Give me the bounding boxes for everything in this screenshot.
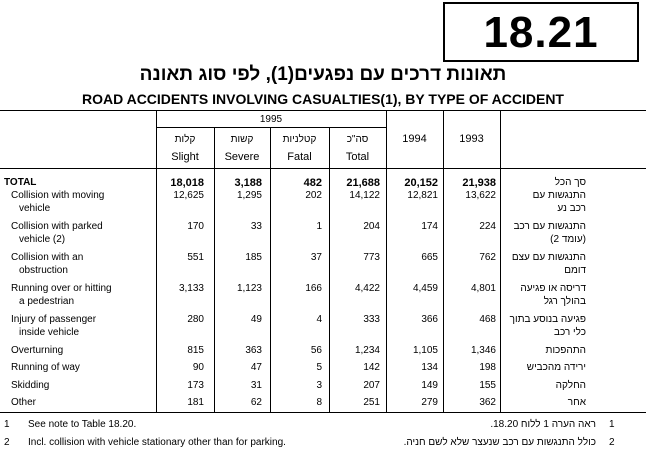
row-label: inside vehicle bbox=[19, 327, 80, 338]
table-cell: 47 bbox=[250, 362, 262, 373]
table-cell: 185 bbox=[245, 252, 262, 263]
table-top-rule bbox=[0, 110, 646, 111]
table-cell: 166 bbox=[305, 283, 322, 294]
header-col-fatal-he: קטלניות bbox=[282, 134, 317, 145]
header-bottom-rule bbox=[0, 168, 646, 169]
table-cell: 62 bbox=[250, 397, 262, 408]
row-label-hebrew: (עומד 2) bbox=[550, 234, 586, 245]
row-label-hebrew: התהפכות bbox=[545, 345, 586, 356]
table-cell: 362 bbox=[479, 397, 496, 408]
header-col-slight: Slight bbox=[171, 151, 199, 163]
table-cell: 1,346 bbox=[470, 345, 496, 356]
row-label: a pedestrian bbox=[19, 296, 75, 307]
row-label-hebrew: ירידה מהכביש bbox=[526, 362, 586, 373]
row-label-hebrew: סך הכל bbox=[554, 177, 586, 188]
row-label: TOTAL bbox=[4, 177, 37, 188]
table-cell: 18,018 bbox=[170, 177, 204, 189]
footnote-2-number: 2 bbox=[4, 437, 10, 448]
table-cell: 4,801 bbox=[470, 283, 496, 294]
row-label: Collision with parked bbox=[11, 221, 103, 232]
table-cell: 280 bbox=[187, 314, 204, 325]
header-col-1993: 1993 bbox=[459, 133, 484, 145]
header-col-total-he: סה"כ bbox=[346, 134, 369, 145]
table-cell: 155 bbox=[479, 380, 496, 391]
table-cell: 251 bbox=[363, 397, 380, 408]
table-cell: 1,234 bbox=[354, 345, 380, 356]
table-cell: 56 bbox=[310, 345, 322, 356]
table-cell: 468 bbox=[479, 314, 496, 325]
footnote-1-number: 1 bbox=[4, 419, 10, 430]
table-cell: 12,821 bbox=[407, 190, 438, 201]
header-col-fatal: Fatal bbox=[287, 151, 312, 163]
table-cell: 204 bbox=[363, 221, 380, 232]
table-cell: 3,188 bbox=[234, 177, 262, 189]
table-cell: 1 bbox=[316, 221, 322, 232]
row-label-hebrew: רכב נע bbox=[557, 203, 586, 214]
footnote-2-text: Incl. collision with vehicle stationary other than for parking. bbox=[28, 437, 286, 448]
row-label: Skidding bbox=[11, 380, 50, 391]
table-cell: 551 bbox=[187, 252, 204, 263]
row-label-hebrew: החלקה bbox=[555, 380, 586, 391]
header-year-1995: 1995 bbox=[259, 114, 283, 125]
row-label: Other bbox=[11, 397, 37, 408]
table-cell: 20,152 bbox=[404, 177, 438, 189]
table-cell: 4 bbox=[316, 314, 322, 325]
year-group-rule bbox=[156, 127, 386, 128]
row-label: Running of way bbox=[11, 362, 80, 373]
table-cell: 366 bbox=[421, 314, 438, 325]
header-col-severe: Severe bbox=[224, 151, 260, 163]
header-col-1994: 1994 bbox=[402, 133, 427, 145]
header-col-severe-he: קשות bbox=[230, 134, 254, 145]
table-cell: 13,622 bbox=[465, 190, 496, 201]
table-cell: 207 bbox=[363, 380, 380, 391]
row-label-hebrew: כלי רכב bbox=[554, 327, 586, 338]
table-cell: 333 bbox=[363, 314, 380, 325]
table-cell: 8 bbox=[316, 397, 322, 408]
table-cell: 134 bbox=[421, 362, 438, 373]
row-label-hebrew: בהולך רגל bbox=[543, 296, 586, 307]
table-number: 18.21 bbox=[443, 2, 639, 62]
table-cell: 279 bbox=[421, 397, 438, 408]
table-cell: 1,295 bbox=[236, 190, 262, 201]
table-cell: 1,105 bbox=[412, 345, 438, 356]
row-label: Overturning bbox=[11, 345, 64, 356]
table-cell: 142 bbox=[363, 362, 380, 373]
table-cell: 3 bbox=[316, 380, 322, 391]
row-label: vehicle (2) bbox=[19, 234, 66, 245]
row-label-hebrew: פגיעה בנוסע בתוך bbox=[509, 314, 586, 325]
title-english: ROAD ACCIDENTS INVOLVING CASUALTIES(1), BY TYPE OF ACCIDENT bbox=[82, 91, 564, 107]
footnote-1-text: See note to Table 18.20. bbox=[28, 419, 137, 430]
row-label: Collision with moving bbox=[11, 190, 105, 201]
table-cell: 21,688 bbox=[346, 177, 380, 189]
table-cell: 3,133 bbox=[178, 283, 204, 294]
row-label-hebrew: דומם bbox=[564, 265, 586, 276]
table-cell: 202 bbox=[305, 190, 322, 201]
row-label: Running over or hitting bbox=[11, 283, 112, 294]
row-label: Injury of passenger bbox=[11, 314, 97, 325]
table-cell: 37 bbox=[310, 252, 322, 263]
table-cell: 4,422 bbox=[354, 283, 380, 294]
row-label-hebrew: אחר bbox=[567, 397, 586, 408]
col-rule bbox=[500, 110, 501, 412]
table-cell: 21,938 bbox=[462, 177, 496, 189]
table-cell: 815 bbox=[187, 345, 204, 356]
table-cell: 224 bbox=[479, 221, 496, 232]
table-cell: 12,625 bbox=[173, 190, 204, 201]
footnote-1-text-hebrew: ראה הערה 1 ללוח 18.20. bbox=[490, 419, 596, 430]
table-cell: 482 bbox=[303, 177, 322, 189]
footnote-2-text-hebrew: כולל התנגשות עם רכב שנעצר שלא לשם חניה. bbox=[403, 437, 596, 448]
title-hebrew: תאונות דרכים עם נפגעים(1), לפי סוג תאונה bbox=[139, 64, 507, 85]
row-label: Collision with an bbox=[11, 252, 84, 263]
row-label-hebrew: דריסה או פגיעה bbox=[520, 283, 586, 294]
table-cell: 33 bbox=[250, 221, 262, 232]
table-cell: 173 bbox=[187, 380, 204, 391]
table-cell: 762 bbox=[479, 252, 496, 263]
table-cell: 181 bbox=[187, 397, 204, 408]
table-cell: 5 bbox=[316, 362, 322, 373]
table-cell: 198 bbox=[479, 362, 496, 373]
table-cell: 1,123 bbox=[236, 283, 262, 294]
table-cell: 31 bbox=[250, 380, 262, 391]
row-label-hebrew: התנגשות עם bbox=[532, 190, 586, 201]
footnote-2-number-hebrew: 2 bbox=[609, 437, 615, 448]
table-cell: 149 bbox=[421, 380, 438, 391]
row-label: vehicle bbox=[19, 203, 51, 214]
header-col-slight-he: קלות bbox=[174, 134, 196, 145]
table-bottom-rule bbox=[0, 412, 646, 413]
footnote-1-number-hebrew: 1 bbox=[609, 419, 615, 430]
table-cell: 4,459 bbox=[412, 283, 438, 294]
row-label-hebrew: התנגשות עם עצם bbox=[511, 252, 586, 263]
table-cell: 170 bbox=[187, 221, 204, 232]
row-label: obstruction bbox=[19, 265, 68, 276]
table-cell: 49 bbox=[250, 314, 262, 325]
table-cell: 90 bbox=[192, 362, 204, 373]
table-cell: 14,122 bbox=[349, 190, 380, 201]
table-cell: 174 bbox=[421, 221, 438, 232]
header-col-total: Total bbox=[345, 151, 370, 163]
table-cell: 363 bbox=[245, 345, 262, 356]
table-cell: 773 bbox=[363, 252, 380, 263]
table-cell: 665 bbox=[421, 252, 438, 263]
row-label-hebrew: התנגשות עם רכב bbox=[513, 221, 586, 232]
